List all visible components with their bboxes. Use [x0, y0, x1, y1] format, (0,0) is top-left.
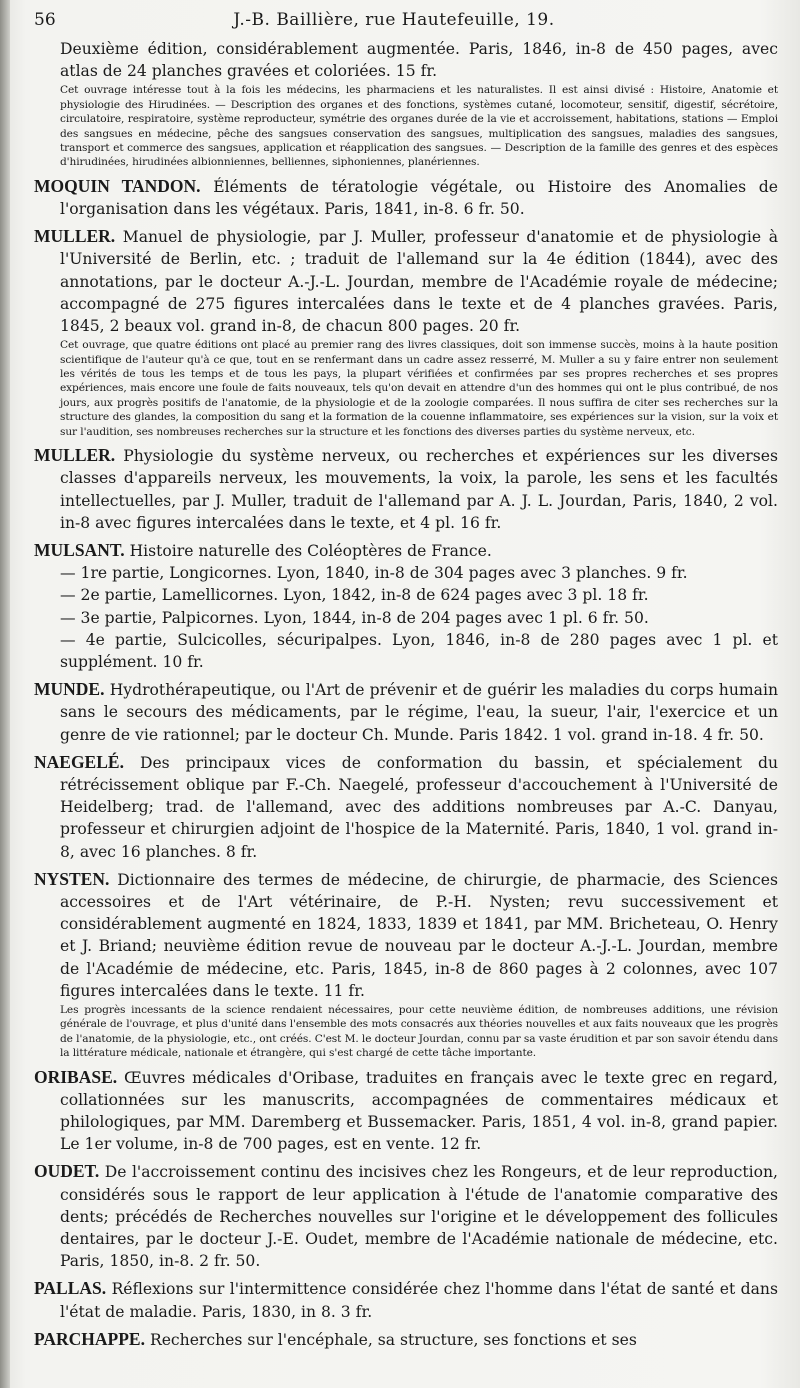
entry-note: Cet ouvrage intéresse tout à la fois les médecins, les pharmaciens et les naturalistes. Il est ainsi divisé : Histoire, Anatomie et physiologie des Hirudinées. — Description des organes et des fonctions, systèmes cutané, locomoteur, sensitif, digestif, sécrétoire, circulatoire, respiratoire, système reproducteur, symétrie des organes durée de la vie et accroissement, habitations, stations — Emploi des sangsues en médecine, pêche des sangsues conservation des sangsues, multiplication des sangsues, maladies des sangsues, transport et commerce des sangsues, application et réapplication des sangsues. — Description de la famille des genres et des espèces d'hirudinées, hirudinées albionniennes, belliennes, siphoniennes, planériennes. [60, 84, 778, 169]
entry-nysten [34, 868, 778, 1061]
entry-text: De l'accroissement continu des incisives chez les Rongeurs, et de leur reproduction, considérés sous le rapport de leur application à l'étude de l'anatomie comparative des dents; précédés de Recherches nouvelles sur l'origine et le développement des follicules dentaires, par le docteur J.-E. Oudet, membre de l'Académie nationale de médecine, etc. Paris, 1850, in-8. 2 fr. 50. [60, 1163, 778, 1271]
author-name: MULLER. [34, 445, 116, 466]
entry-text: Éléments de tératologie végétale, ou Histoire des Anomalies de l'organisation dans les végétaux. Paris, 1841, in-8. 6 fr. 50. [60, 177, 778, 219]
entry-text: Histoire naturelle des Coléoptères de France. [129, 541, 492, 560]
author-name: MOQUIN TANDON. [34, 175, 201, 196]
entry-deuxieme-edition [34, 38, 778, 170]
entry-text: Dictionnaire des termes de médecine, de chirurgie, de pharmacie, des Sciences accessoires et de l'Art vétérinaire, de P.-H. Nysten; revu successivement et considérablement augmenté en 1824, 1833, 1839 et 1841, par MM. Bricheteau, O. Henry et J. Briand; neuvième édition revue de nouveau par le docteur A.-J.-L. Jourdan, membre de l'Académie de médecine, etc. Paris, 1845, in-8 de 860 pages à 2 colonnes, avec 107 figures intercalées dans le texte. 11 fr. [60, 870, 778, 1000]
entry-text: Deuxième édition, considérablement augmentée. Paris, 1846, in-8 de 450 pages, avec atlas de 24 planches gravées et coloriées. 15 fr. [60, 40, 778, 81]
entry-oribase [34, 1066, 778, 1156]
mulsant-part-3: — 3e partie, Palpicornes. Lyon, 1844, in-8 de 204 pages avec 1 pl. 6 fr. 50. [60, 608, 649, 627]
entry-note: Cet ouvrage, que quatre éditions ont placé au premier rang des livres classiques, doit son immense succès, moins à la haute position scientifique de l'auteur qu'à ce que, tout en se renfermant dans un cadre assez resserré, M. Muller a su y faire entrer non seulement les vérités de tous les temps et de tous les pays, la plupart vérifiées et confirmées par ses propres recherches et ses propres expériences, mais encore une foule de faits nouveaux, tels qu'on devait en attendre d'un des hommes qui ont le plus contribué, de nos jours, aux progrès positifs de l'anatomie, de la physiologie et de la zoologie comparées. Il nous suffira de citer ses recherches sur la structure des glandes, la composition du sang et la formation de la couenne inflammatoire, ses expériences sur la vision, sur la voix et sur l'audition, ses nombreuses recherches sur la structure et les fonctions des diverses parties du système nerveux, etc. [60, 339, 778, 438]
author-name: MUNDE. [34, 679, 105, 700]
entry-text: Hydrothérapeutique, ou l'Art de prévenir et de guérir les maladies du corps humain sans le secours des médicaments, par le régime, l'eau, la sueur, l'air, l'exercice et un genre de vie rationnel; par le docteur Ch. Munde. Paris 1842. 1 vol. grand in-18. 4 fr. 50. [60, 681, 778, 744]
entry-munde [34, 678, 778, 746]
entry-oudet [34, 1160, 778, 1272]
publisher-address: J.-B. Baillière, rue Hautefeuille, 19. [233, 10, 555, 30]
page-number: 56 [34, 10, 56, 30]
entry-text: Des principaux vices de conformation du bassin, et spécialement du rétrécissement oblique par F.-Ch. Naegelé, professeur d'accouchement à l'Université de Heidelberg; trad. de l'allemand, avec des additions nombreuses par A.-C. Danyau, professeur et chirurgien adjoint de l'hospice de la Maternité. Paris, 1840, 1 vol. grand in-8, avec 16 planches. 8 fr. [60, 753, 778, 861]
entry-pallas [34, 1277, 778, 1322]
author-name: OUDET. [34, 1161, 100, 1182]
author-name: NAEGELÉ. [34, 751, 124, 772]
entry-note: Les progrès incessants de la science rendaient nécessaires, pour cette neuvième édition, de nombreuses additions, une révision générale de l'ouvrage, et plus d'unité dans l'ensemble des mots consacrés aux théories nouvelles et aux faits nouveaux que les progrès de l'anatomie, de la physiologie, etc., ont créés. C'est M. le docteur Jourdan, connu par sa vaste érudition et par son savoir étendu dans la littérature médicale, nationale et étrangère, qui s'est chargé de cette tâche importante. [60, 1003, 778, 1060]
entry-text: Physiologie du système nerveux, ou recherches et expériences sur les diverses classes d'appareils nerveux, les mouvements, la voix, la parole, les sens et les facultés intellectuelles, par J. Muller, traduit de l'allemand par A. J. L. Jourdan, Paris, 1840, 2 vol. in-8 avec figures intercalées dans le texte, et 4 pl. 16 fr. [60, 447, 778, 532]
author-name: ORIBASE. [34, 1066, 118, 1087]
author-name: MULSANT. [34, 539, 125, 560]
entry-naegele [34, 751, 778, 863]
author-name: PARCHAPPE. [34, 1328, 145, 1349]
mulsant-part-2: — 2e partie, Lamellicornes. Lyon, 1842, in-8 de 624 pages avec 3 pl. 18 fr. [60, 586, 649, 605]
entry-moquin-tandon [34, 175, 778, 220]
entry-muller-physiologie [34, 444, 778, 534]
mulsant-part-4: — 4e partie, Sulcicolles, sécuripalpes. Lyon, 1846, in-8 de 280 pages avec 1 pl. et supplément. 10 fr. [60, 630, 778, 671]
author-name: NYSTEN. [34, 868, 110, 889]
author-name: MULLER. [34, 226, 116, 247]
running-head [34, 6, 778, 34]
entry-text: Manuel de physiologie, par J. Muller, professeur d'anatomie et de physiologie à l'Université de Berlin, etc. ; traduit de l'allemand sur la 4e édition (1844), avec des annotations, par le docteur A.-J.-L. Jourdan, membre de l'Académie royale de médecine; accompagné de 275 figures intercalées dans le texte et de 4 planches gravées. Paris, 1845, 2 beaux vol. grand in-8, de chacun 800 pages. 20 fr. [60, 228, 778, 336]
author-name: PALLAS. [34, 1278, 107, 1299]
entry-text: Réflexions sur l'intermittence considérée chez l'homme dans l'état de santé et dans l'état de maladie. Paris, 1830, in 8. 3 fr. [60, 1280, 778, 1321]
entry-mulsant [34, 539, 778, 673]
mulsant-part-1: — 1re partie, Longicornes. Lyon, 1840, in-8 de 304 pages avec 3 planches. 9 fr. [60, 564, 688, 583]
entry-parchappe [34, 1328, 778, 1351]
book-gutter [0, 0, 10, 1388]
entry-muller-manuel [34, 225, 778, 439]
entry-text: Œuvres médicales d'Oribase, traduites en français avec le texte grec en regard, collationnées sur les manuscrits, accompagnées de commentaires médicaux et philologiques, par MM. Daremberg et Bussemacker. Paris, 1851, 4 vol. in-8, grand papier. Le 1er volume, in-8 de 700 pages, est en vente. 12 fr. [60, 1068, 778, 1154]
entry-text: Recherches sur l'encéphale, sa structure, ses fonctions et ses [149, 1330, 637, 1349]
